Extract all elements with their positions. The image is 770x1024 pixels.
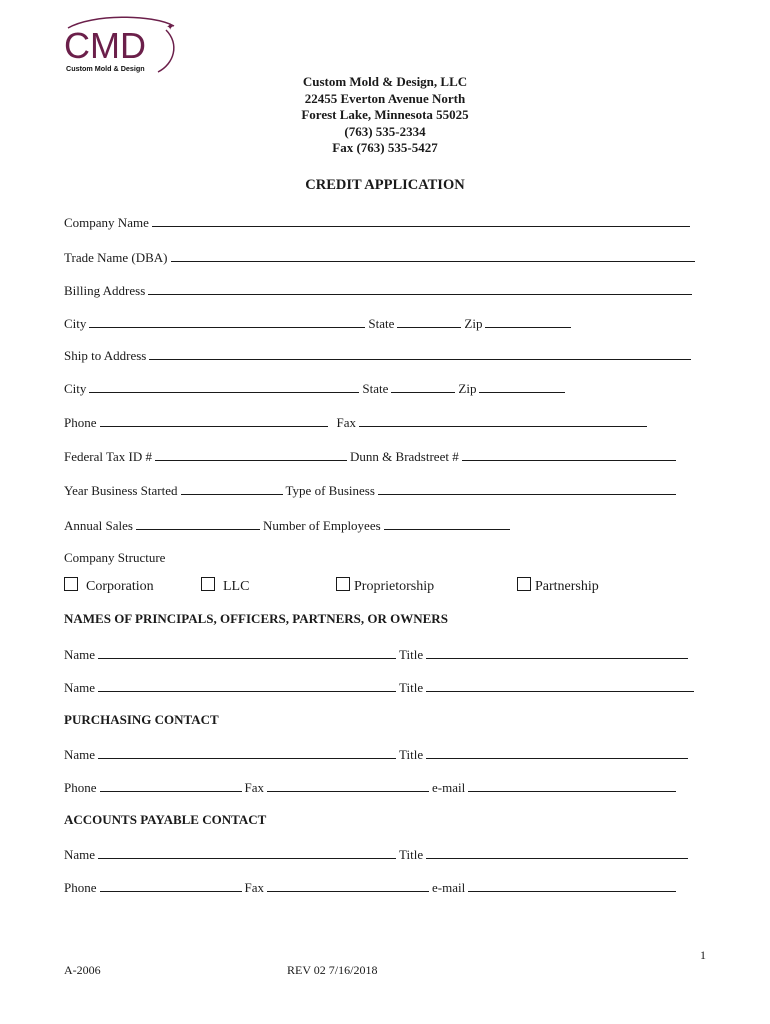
- payable-phone-field[interactable]: [100, 878, 242, 892]
- billing-address-field[interactable]: [148, 281, 692, 295]
- label-city: City: [64, 316, 87, 331]
- checkbox-icon[interactable]: [336, 577, 350, 591]
- row-trade-name: [64, 248, 698, 266]
- checkbox-icon[interactable]: [201, 577, 215, 591]
- label-type-business: Type of Business: [285, 483, 375, 498]
- option-proprietorship: Proprietorship: [354, 579, 435, 594]
- purchasing-email-field[interactable]: [468, 778, 676, 792]
- section-purchasing: PURCHASING CONTACT: [64, 712, 219, 727]
- row-company-name: [64, 213, 693, 231]
- billing-zip-field[interactable]: [485, 314, 571, 328]
- label-zip: Zip: [458, 381, 477, 396]
- label-name: Name: [64, 847, 96, 862]
- form-number: A-2006: [64, 963, 101, 977]
- trade-name-field[interactable]: [171, 248, 695, 262]
- principal-2-title-field[interactable]: [426, 678, 694, 692]
- federal-tax-field[interactable]: [155, 447, 347, 461]
- label-fax: Fax: [244, 880, 264, 895]
- label-annual-sales: Annual Sales: [64, 518, 133, 533]
- label-federal-tax: Federal Tax ID #: [64, 449, 153, 464]
- row-structure-label: [64, 549, 165, 567]
- option-partnership: Partnership: [535, 579, 599, 594]
- header-phone: (763) 535-2334: [344, 123, 426, 139]
- phone-field[interactable]: [100, 413, 328, 427]
- label-phone: Phone: [64, 780, 97, 795]
- revision-label: REV 02 7/16/2018: [287, 963, 378, 977]
- row-purchasing-contact: [64, 778, 679, 796]
- label-phone: Phone: [64, 880, 97, 895]
- cmd-logo-mark: [62, 16, 180, 78]
- logo-subtext: Custom Mold & Design: [66, 64, 145, 73]
- purchasing-phone-field[interactable]: [100, 778, 242, 792]
- label-billing-address: Billing Address: [64, 283, 146, 298]
- company-name-field[interactable]: [152, 213, 690, 227]
- checkbox-partnership[interactable]: [517, 577, 599, 595]
- checkbox-icon[interactable]: [64, 577, 78, 591]
- row-billing-city: [64, 314, 574, 332]
- label-year-started: Year Business Started: [64, 483, 178, 498]
- payable-name-field[interactable]: [98, 845, 396, 859]
- billing-state-field[interactable]: [397, 314, 461, 328]
- option-corporation: Corporation: [86, 579, 154, 594]
- row-ship-address: [64, 346, 694, 364]
- label-dunn: Dunn & Bradstreet #: [350, 449, 459, 464]
- row-tax-ids: [64, 447, 679, 465]
- checkbox-llc[interactable]: [201, 577, 249, 595]
- company-header: [0, 74, 770, 157]
- section-payable: ACCOUNTS PAYABLE CONTACT: [64, 812, 267, 827]
- label-employees: Number of Employees: [262, 518, 381, 533]
- row-purchasing-name: [64, 745, 691, 763]
- label-fax: Fax: [244, 780, 264, 795]
- dunn-field[interactable]: [462, 447, 676, 461]
- purchasing-name-field[interactable]: [98, 745, 396, 759]
- header-fax: Fax (763) 535-5427: [332, 140, 438, 155]
- row-sales: [64, 516, 513, 534]
- billing-city-field[interactable]: [89, 314, 365, 328]
- row-payable-contact: [64, 878, 679, 896]
- purchasing-fax-field[interactable]: [267, 778, 429, 792]
- year-started-field[interactable]: [181, 481, 283, 495]
- payable-email-field[interactable]: [468, 878, 676, 892]
- label-state: State: [362, 381, 389, 396]
- row-billing-address: [64, 281, 695, 299]
- row-payable-name: [64, 845, 691, 863]
- cmd-logo: [62, 16, 180, 78]
- purchasing-title-field[interactable]: [426, 745, 688, 759]
- row-principal-2: [64, 678, 697, 696]
- label-name: Name: [64, 680, 96, 695]
- principal-1-name-field[interactable]: [98, 645, 396, 659]
- label-phone: Phone: [64, 415, 97, 430]
- header-street: 22455 Everton Avenue North: [304, 90, 466, 106]
- employees-field[interactable]: [384, 516, 510, 530]
- label-email: e-mail: [432, 880, 466, 895]
- fax-field[interactable]: [359, 413, 647, 427]
- checkbox-proprietorship[interactable]: [336, 577, 434, 595]
- principal-2-name-field[interactable]: [98, 678, 396, 692]
- label-company-structure: Company Structure: [64, 550, 166, 565]
- ship-address-field[interactable]: [149, 346, 691, 360]
- header-city: Forest Lake, Minnesota 55025: [301, 107, 469, 122]
- label-name: Name: [64, 647, 96, 662]
- principal-1-title-field[interactable]: [426, 645, 688, 659]
- payable-fax-field[interactable]: [267, 878, 429, 892]
- row-principal-1: [64, 645, 691, 663]
- label-fax: Fax: [336, 415, 356, 430]
- section-principals: NAMES OF PRINCIPALS, OFFICERS, PARTNERS, OR OWNERS: [64, 611, 448, 626]
- label-zip: Zip: [464, 316, 483, 331]
- header-company: Custom Mold & Design, LLC: [302, 74, 468, 89]
- ship-state-field[interactable]: [391, 379, 455, 393]
- ship-city-field[interactable]: [89, 379, 359, 393]
- label-name: Name: [64, 747, 96, 762]
- logo-arc-right: [158, 30, 174, 72]
- logo-star-icon: ✦: [166, 22, 175, 33]
- logo-letters: CMD: [64, 25, 146, 66]
- payable-title-field[interactable]: [426, 845, 688, 859]
- label-trade-name: Trade Name (DBA): [64, 250, 168, 265]
- option-llc: LLC: [223, 579, 250, 594]
- label-title: Title: [399, 680, 424, 695]
- checkbox-icon[interactable]: [517, 577, 531, 591]
- label-title: Title: [399, 747, 424, 762]
- row-ship-city: [64, 379, 568, 397]
- ship-zip-field[interactable]: [479, 379, 565, 393]
- label-email: e-mail: [432, 780, 466, 795]
- label-title: Title: [399, 847, 424, 862]
- label-state: State: [368, 316, 395, 331]
- checkbox-corporation[interactable]: [64, 577, 154, 595]
- type-business-field[interactable]: [378, 481, 676, 495]
- label-ship-to: Ship to Address: [64, 348, 147, 363]
- form-title: CREDIT APPLICATION: [305, 177, 465, 193]
- row-business-info: [64, 481, 679, 499]
- page-number: 1: [700, 948, 706, 962]
- label-city: City: [64, 381, 87, 396]
- label-company-name: Company Name: [64, 215, 149, 230]
- row-phone-fax: [64, 413, 650, 431]
- annual-sales-field[interactable]: [136, 516, 260, 530]
- label-title: Title: [399, 647, 424, 662]
